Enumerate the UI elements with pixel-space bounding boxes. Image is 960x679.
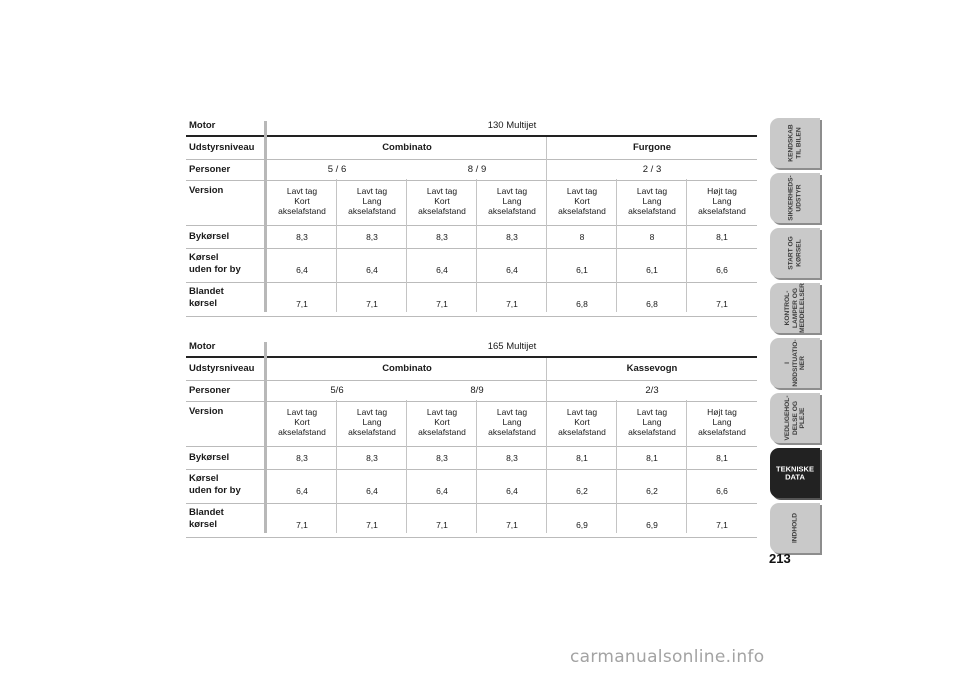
column-divider (686, 400, 687, 533)
blandet-korsel-label: Blandet kørsel (189, 507, 224, 530)
column-divider (476, 179, 477, 312)
udstyrsniveau-label: Udstyrsniveau (189, 363, 255, 374)
blandet-cell: 7,1 (506, 520, 518, 530)
spec-table-130-multijet (186, 117, 757, 317)
blandet-korsel-row (186, 282, 757, 316)
column-divider (546, 137, 547, 312)
uden-cell: 6,4 (506, 265, 518, 275)
bykorsel-cell: 8,3 (506, 232, 518, 242)
personer-label: Personer (189, 385, 231, 396)
column-divider (616, 179, 617, 312)
korsel-uden-for-by-row (186, 248, 757, 282)
uden-cell: 6,4 (436, 265, 448, 275)
spec-table-165-multijet (186, 338, 757, 538)
niveau-group-combinato: Combinato (382, 363, 432, 374)
blandet-korsel-label: Blandet kørsel (189, 286, 224, 309)
version-cell: Lavt tag Kort akselafstand (558, 407, 606, 437)
column-divider (406, 179, 407, 312)
bykorsel-cell: 8,3 (366, 232, 378, 242)
blandet-cell: 7,1 (296, 299, 308, 309)
blandet-cell: 7,1 (366, 520, 378, 530)
blandet-cell: 7,1 (716, 299, 728, 309)
uden-cell: 6,4 (366, 265, 378, 275)
uden-cell: 6,2 (646, 486, 658, 496)
tab-label: KENDSKAB TIL BILEN (787, 124, 802, 162)
blandet-cell: 7,1 (366, 299, 378, 309)
bykorsel-cell: 8,3 (436, 453, 448, 463)
table-bottom-rule (186, 537, 757, 538)
tab-label: I NØDSITUATIO- NER (783, 339, 806, 387)
column-divider (406, 400, 407, 533)
blandet-cell: 7,1 (296, 520, 308, 530)
udstyrsniveau-row (186, 356, 757, 380)
blandet-cell: 6,9 (576, 520, 588, 530)
personer-value: 5/6 (330, 385, 344, 396)
bykorsel-cell: 8,1 (716, 232, 728, 242)
version-cell: Lavt tag Lang akselafstand (488, 186, 536, 216)
personer-value: 5 / 6 (327, 164, 347, 175)
version-cell: Lavt tag Kort akselafstand (278, 407, 326, 437)
bykorsel-cell: 8 (579, 232, 585, 242)
blandet-cell: 6,8 (646, 299, 658, 309)
bykorsel-label: Bykørsel (189, 231, 230, 242)
motor-label: Motor (189, 120, 216, 131)
bykorsel-cell: 8,1 (646, 453, 658, 463)
tab-label: INDHOLD (791, 512, 799, 544)
personer-value: 8 / 9 (467, 164, 487, 175)
uden-cell: 6,4 (366, 486, 378, 496)
udstyrsniveau-label: Udstyrsniveau (189, 142, 255, 153)
version-cell: Lavt tag Kort akselafstand (558, 186, 606, 216)
bykorsel-row (186, 446, 757, 469)
version-cell: Lavt tag Lang akselafstand (488, 407, 536, 437)
blandet-cell: 7,1 (506, 299, 518, 309)
blandet-cell: 6,8 (576, 299, 588, 309)
column-divider (336, 179, 337, 312)
version-cell: Højt tag Lang akselafstand (698, 186, 746, 216)
korsel-uden-for-by-label: Kørsel uden for by (189, 473, 241, 496)
personer-value: 2 / 3 (642, 164, 662, 175)
tab-sikkerhedsudstyr[interactable] (770, 173, 820, 223)
uden-cell: 6,2 (576, 486, 588, 496)
uden-cell: 6,4 (436, 486, 448, 496)
tab-kendskab-til-bilen[interactable] (770, 118, 820, 168)
bykorsel-cell: 8,3 (296, 232, 308, 242)
version-cell: Lavt tag Kort akselafstand (418, 186, 466, 216)
tab-vedligeholdelse[interactable] (770, 393, 820, 443)
bykorsel-cell: 8,3 (436, 232, 448, 242)
bykorsel-row (186, 225, 757, 248)
uden-cell: 6,6 (716, 486, 728, 496)
korsel-uden-for-by-row (186, 469, 757, 503)
uden-cell: 6,4 (296, 265, 308, 275)
bykorsel-label: Bykørsel (189, 452, 230, 463)
uden-cell: 6,4 (506, 486, 518, 496)
niveau-group-furgone: Furgone (633, 142, 671, 153)
motor-row (186, 117, 757, 135)
niveau-group-kassevogn: Kassevogn (626, 363, 678, 374)
version-label: Version (189, 185, 224, 196)
column-divider (476, 400, 477, 533)
bykorsel-cell: 8,3 (296, 453, 308, 463)
version-cell: Lavt tag Kort akselafstand (418, 407, 466, 437)
version-cell: Højt tag Lang akselafstand (698, 407, 746, 437)
personer-row (186, 159, 757, 180)
tab-label: KONTROL- LAMPER OG MEDDELELSER (783, 283, 806, 333)
column-divider (264, 121, 267, 312)
personer-row (186, 380, 757, 401)
version-cell: Lavt tag Lang akselafstand (348, 186, 396, 216)
blandet-korsel-row (186, 503, 757, 537)
version-cell: Lavt tag Lang akselafstand (628, 186, 676, 216)
personer-value: 2/3 (645, 385, 659, 396)
tab-indhold[interactable] (770, 503, 820, 553)
bykorsel-cell: 8,1 (716, 453, 728, 463)
column-divider (264, 342, 267, 533)
version-row (186, 180, 757, 225)
personer-value: 8/9 (470, 385, 484, 396)
watermark: carmanualsonline.info (570, 647, 765, 667)
blandet-cell: 6,9 (646, 520, 658, 530)
tab-label: SIKKERHEDS- UDSTYR (787, 175, 802, 221)
uden-cell: 6,1 (646, 265, 658, 275)
version-cell: Lavt tag Lang akselafstand (348, 407, 396, 437)
uden-cell: 6,1 (576, 265, 588, 275)
page-number: 213 (769, 551, 791, 566)
motor-row (186, 338, 757, 356)
column-divider (616, 400, 617, 533)
tab-kontrollamper[interactable] (770, 283, 820, 333)
tab-label: VEDLIGEHOL- DELSE OG PLEJE (783, 395, 806, 441)
tab-label: TEKNISKE DATA (776, 464, 814, 481)
version-label: Version (189, 406, 224, 417)
tab-tekniske-data[interactable] (770, 448, 820, 498)
bykorsel-cell: 8 (649, 232, 655, 242)
bykorsel-cell: 8,1 (576, 453, 588, 463)
tab-start-og-korsel[interactable] (770, 228, 820, 278)
version-row (186, 401, 757, 446)
motor-label: Motor (189, 341, 216, 352)
tab-label: START OG KØRSEL (787, 236, 802, 270)
version-cell: Lavt tag Lang akselafstand (628, 407, 676, 437)
column-divider (336, 400, 337, 533)
udstyrsniveau-row (186, 135, 757, 159)
uden-cell: 6,6 (716, 265, 728, 275)
blandet-cell: 7,1 (436, 520, 448, 530)
motor-value: 130 Multijet (487, 120, 537, 131)
motor-value: 165 Multijet (487, 341, 537, 352)
korsel-uden-for-by-label: Kørsel uden for by (189, 252, 241, 275)
version-cell: Lavt tag Kort akselafstand (278, 186, 326, 216)
blandet-cell: 7,1 (436, 299, 448, 309)
column-divider (686, 179, 687, 312)
personer-label: Personer (189, 164, 231, 175)
bykorsel-cell: 8,3 (506, 453, 518, 463)
column-divider (546, 358, 547, 533)
tab-nodsituationer[interactable] (770, 338, 820, 388)
blandet-cell: 7,1 (716, 520, 728, 530)
niveau-group-combinato: Combinato (382, 142, 432, 153)
bykorsel-cell: 8,3 (366, 453, 378, 463)
uden-cell: 6,4 (296, 486, 308, 496)
table-bottom-rule (186, 316, 757, 317)
